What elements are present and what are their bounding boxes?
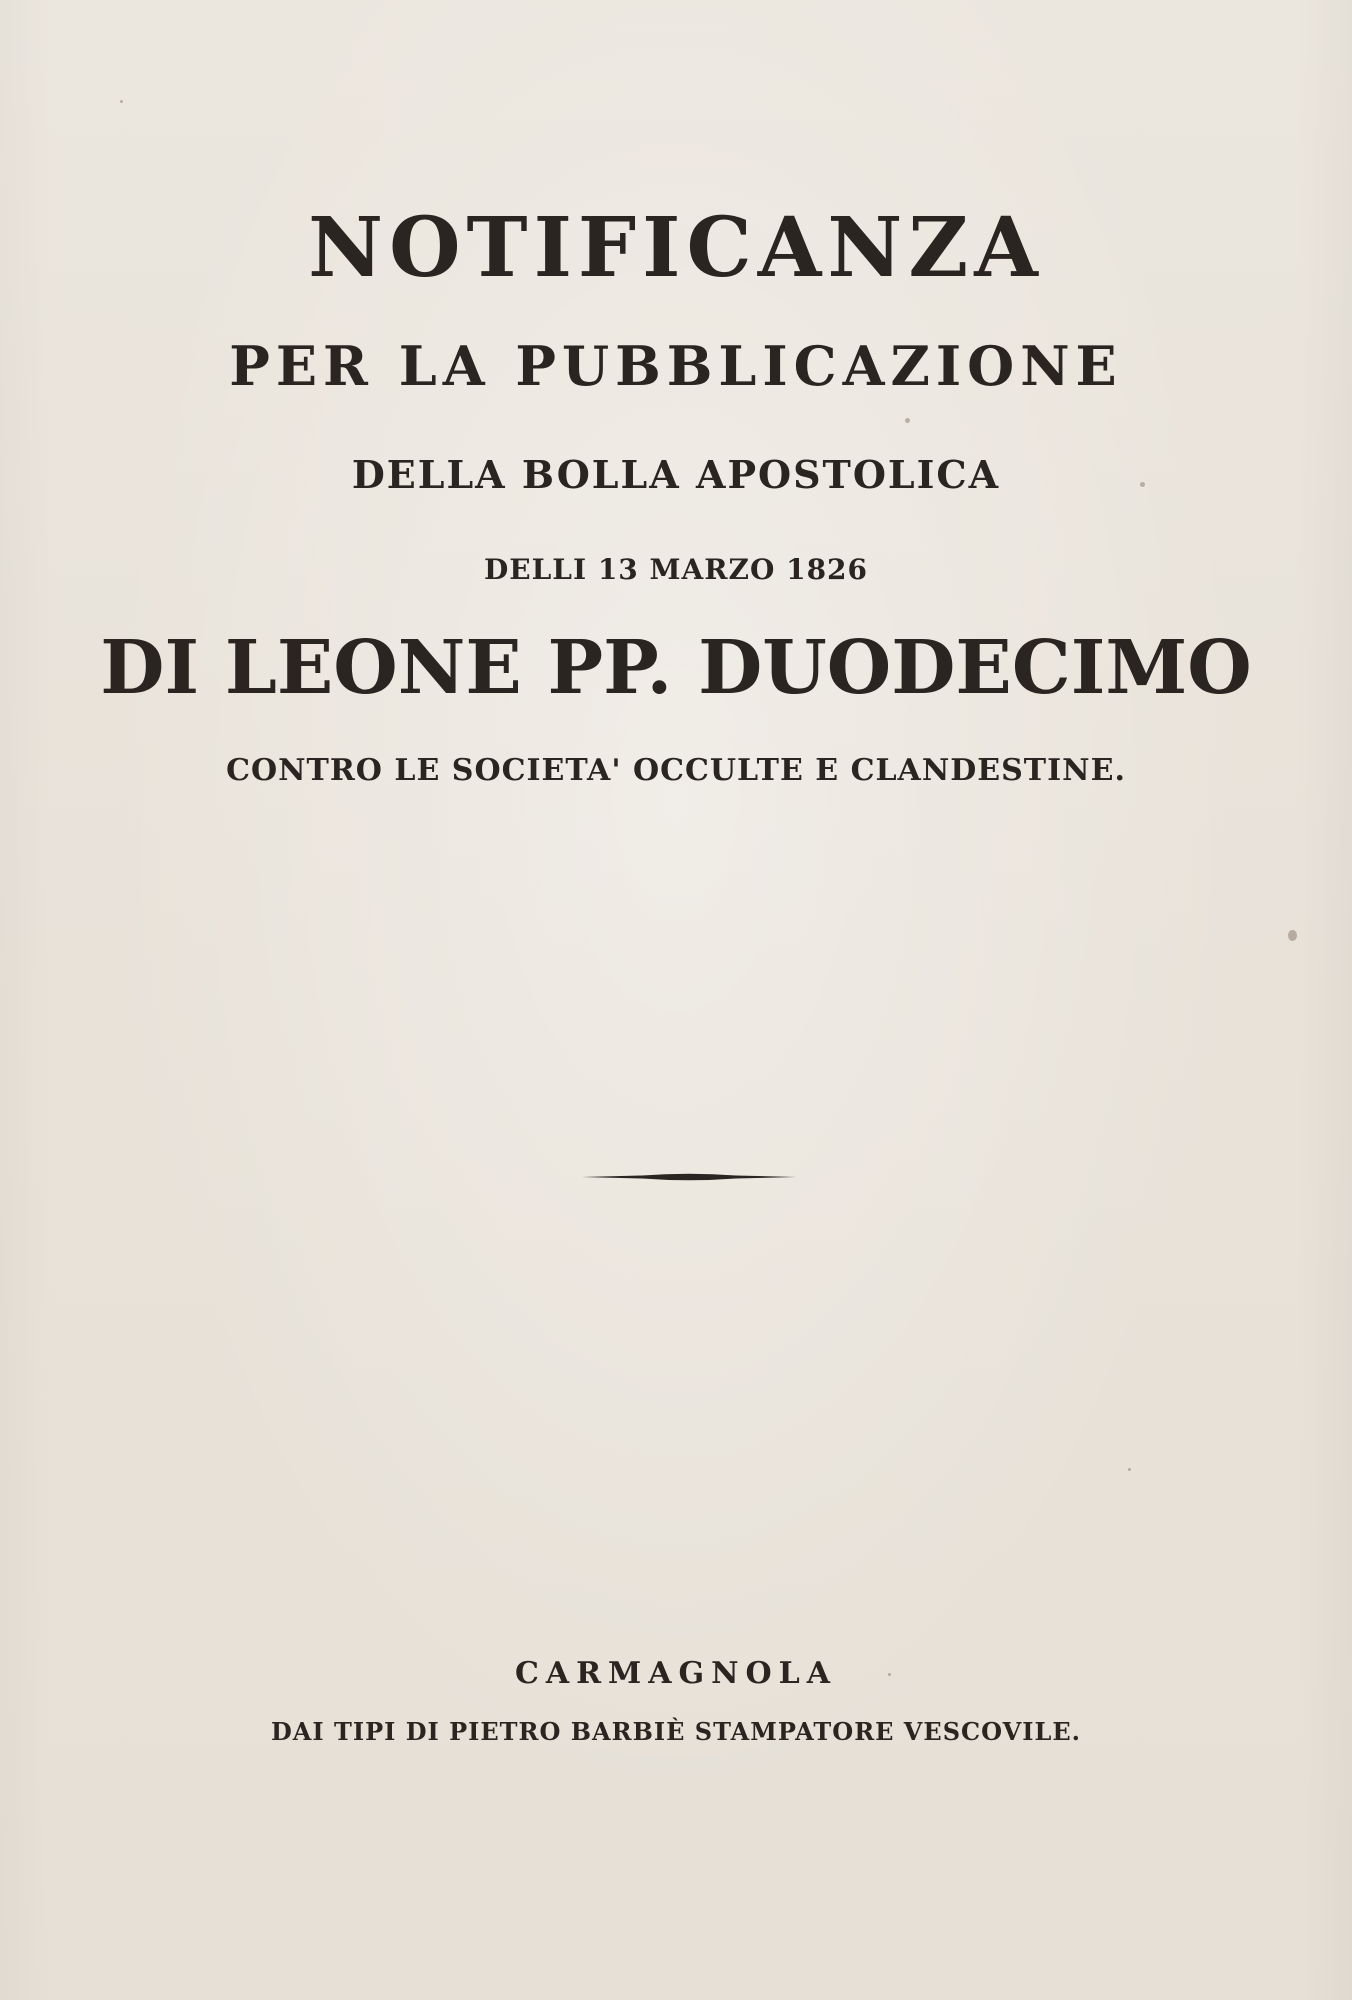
paper-speck [905,418,910,423]
ornamental-rule-icon [582,1170,796,1184]
date-line: DELLI 13 MARZO 1826 [483,553,869,586]
author-line: DI LEONE PP. DUODECIMO [100,625,1252,711]
paper-speck [120,100,123,103]
imprint-place: CARMAGNOLA [514,1656,838,1691]
rule-shape [582,1174,796,1181]
title-line-publication: PER LA PUBBLICAZIONE [229,334,1123,398]
document-title: NOTIFICANZA [308,200,1044,296]
paper-speck [1140,482,1145,487]
subject-line: CONTRO LE SOCIETA' OCCULTE E CLANDESTINE. [226,753,1126,788]
paper-speck [1288,930,1297,941]
title-line-bull: DELLA BOLLA APOSTOLICA [351,452,1001,497]
paper-speck [1128,1468,1131,1471]
imprint-printer: DAI TIPI DI PIETRO BARBIÈ STAMPATORE VESCOVILE. [270,1717,1081,1746]
paper-speck [888,1673,891,1676]
